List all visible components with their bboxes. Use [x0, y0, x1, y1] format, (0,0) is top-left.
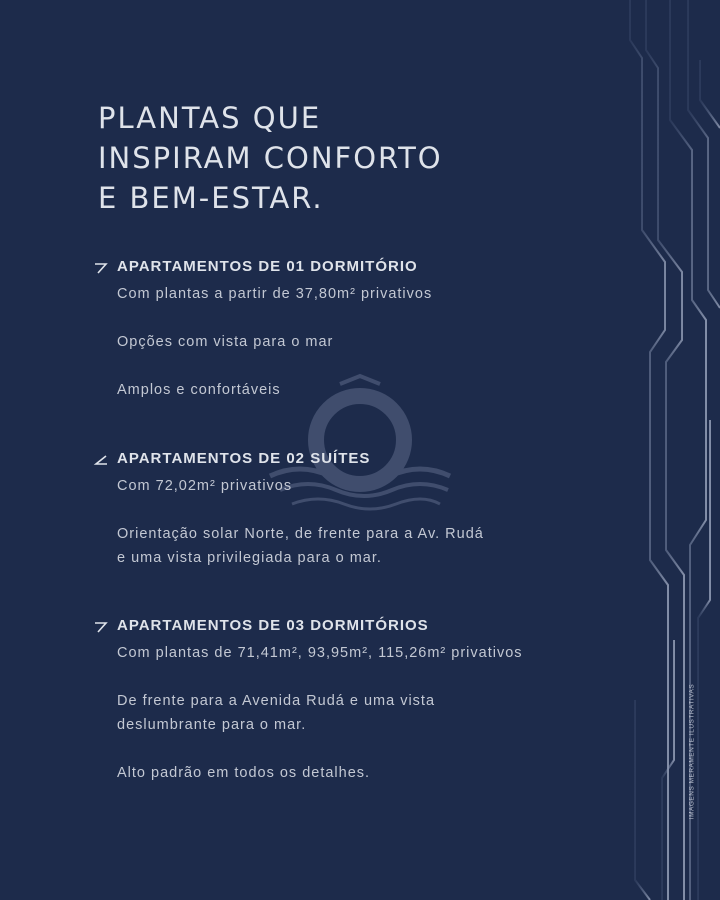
section-line: Orientação solar Norte, de frente para a Av. Rudá	[117, 526, 484, 542]
section-02-suites	[92, 450, 612, 570]
section-header	[92, 258, 612, 280]
section-line: e uma vista privilegiada para o mar.	[117, 550, 382, 566]
arrow-bullet-icon	[92, 260, 110, 276]
section-title: APARTAMENTOS DE 01 DORMITÓRIO	[117, 258, 418, 275]
section-header	[92, 617, 612, 639]
headline-line: E BEM-ESTAR.	[98, 181, 324, 215]
section-text	[117, 282, 612, 402]
section-line: De frente para a Avenida Rudá e uma vista	[117, 693, 436, 709]
section-text	[117, 641, 612, 785]
section-01-dormitorio	[92, 258, 612, 402]
section-line: Opções com vista para o mar	[117, 334, 334, 350]
page-headline	[98, 98, 518, 218]
section-header	[92, 450, 612, 472]
headline-line: INSPIRAM CONFORTO	[98, 141, 443, 175]
disclaimer-note: IMAGENS MERAMENTE ILUSTRATIVAS	[688, 683, 696, 820]
section-title: APARTAMENTOS DE 03 DORMITÓRIOS	[117, 617, 429, 634]
section-line: Alto padrão em todos os detalhes.	[117, 765, 371, 781]
section-line: Com plantas a partir de 37,80m² privativos	[117, 286, 433, 302]
section-text	[117, 474, 612, 570]
decorative-line-pattern	[610, 0, 720, 900]
section-line: Com plantas de 71,41m², 93,95m², 115,26m² privativos	[117, 645, 523, 661]
section-title: APARTAMENTOS DE 02 SUÍTES	[117, 450, 371, 467]
section-line: deslumbrante para o mar.	[117, 717, 307, 733]
headline-line: PLANTAS QUE	[98, 101, 322, 135]
arrow-bullet-icon	[92, 619, 110, 635]
arrow-bullet-icon	[92, 452, 110, 468]
section-03-dormitorios	[92, 617, 612, 785]
section-line: Amplos e confortáveis	[117, 382, 281, 398]
section-line: Com 72,02m² privativos	[117, 478, 293, 494]
